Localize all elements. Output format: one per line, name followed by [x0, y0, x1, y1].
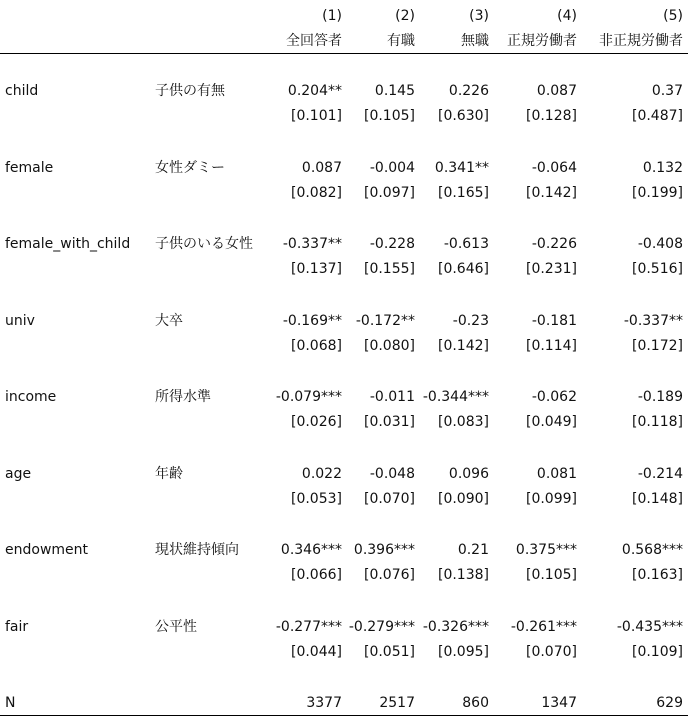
- std-error-cell: [0.099]: [525, 491, 577, 507]
- column-number: (2): [395, 8, 415, 24]
- variable-name: female_with_child: [5, 236, 131, 252]
- std-error-cell: [0.066]: [290, 567, 342, 583]
- std-error-cell: [0.068]: [290, 338, 342, 354]
- n-label: N: [5, 695, 16, 711]
- std-error-cell: [0.105]: [525, 567, 577, 583]
- std-error-cell: [0.083]: [437, 414, 489, 430]
- std-error-cell: [0.080]: [363, 338, 415, 354]
- std-error-cell: [0.101]: [290, 108, 342, 124]
- std-error-cell: [0.026]: [290, 414, 342, 430]
- std-error-cell: [0.142]: [437, 338, 489, 354]
- variable-label: 子供のいる女性: [155, 236, 253, 252]
- coefficient-cell: 0.132: [642, 160, 683, 176]
- coefficient-cell: -0.004: [369, 160, 415, 176]
- coefficient-cell: 0.022: [301, 466, 342, 482]
- n-value: 860: [462, 695, 489, 711]
- coefficient-cell: -0.169**: [282, 313, 342, 329]
- header-rule: [0, 53, 688, 54]
- variable-name: income: [5, 389, 57, 405]
- coefficient-cell: -0.214: [637, 466, 683, 482]
- coefficient-cell: 0.375***: [515, 542, 577, 558]
- coefficient-cell: 0.568***: [621, 542, 683, 558]
- std-error-cell: [0.163]: [631, 567, 683, 583]
- variable-name: fair: [5, 619, 29, 635]
- coefficient-cell: -0.011: [369, 389, 415, 405]
- coefficient-cell: 0.346***: [280, 542, 342, 558]
- variable-label: 現状維持傾向: [155, 542, 239, 558]
- std-error-cell: [0.051]: [363, 644, 415, 660]
- variable-label: 所得水準: [155, 389, 211, 405]
- coefficient-cell: -0.048: [369, 466, 415, 482]
- coefficient-cell: 0.21: [457, 542, 489, 558]
- column-group-label: 非正規労働者: [599, 33, 683, 49]
- std-error-cell: [0.090]: [437, 491, 489, 507]
- std-error-cell: [0.137]: [290, 261, 342, 277]
- column-number: (4): [557, 8, 577, 24]
- std-error-cell: [0.172]: [631, 338, 683, 354]
- coefficient-cell: 0.145: [374, 83, 415, 99]
- variable-name: univ: [5, 313, 35, 329]
- std-error-cell: [0.044]: [290, 644, 342, 660]
- variable-name: age: [5, 466, 32, 482]
- std-error-cell: [0.114]: [525, 338, 577, 354]
- std-error-cell: [0.646]: [437, 261, 489, 277]
- std-error-cell: [0.630]: [437, 108, 489, 124]
- coefficient-cell: -0.228: [369, 236, 415, 252]
- variable-label: 公平性: [155, 619, 197, 635]
- std-error-cell: [0.231]: [525, 261, 577, 277]
- coefficient-cell: -0.279***: [348, 619, 415, 635]
- std-error-cell: [0.031]: [363, 414, 415, 430]
- column-number: (5): [663, 8, 683, 24]
- coefficient-cell: -0.344***: [422, 389, 489, 405]
- coefficient-cell: 0.096: [448, 466, 489, 482]
- coefficient-cell: 0.087: [301, 160, 342, 176]
- std-error-cell: [0.053]: [290, 491, 342, 507]
- coefficient-cell: 0.081: [536, 466, 577, 482]
- coefficient-cell: 0.341**: [434, 160, 489, 176]
- std-error-cell: [0.082]: [290, 185, 342, 201]
- variable-label: 子供の有無: [155, 83, 225, 99]
- coefficient-cell: 0.396***: [353, 542, 415, 558]
- std-error-cell: [0.118]: [631, 414, 683, 430]
- variable-label: 年齢: [155, 466, 183, 482]
- std-error-cell: [0.105]: [363, 108, 415, 124]
- coefficient-cell: -0.062: [531, 389, 577, 405]
- coefficient-cell: -0.261***: [510, 619, 577, 635]
- variable-name: endowment: [5, 542, 89, 558]
- variable-label: 女性ダミー: [155, 160, 225, 176]
- std-error-cell: [0.142]: [525, 185, 577, 201]
- std-error-cell: [0.076]: [363, 567, 415, 583]
- n-value: 2517: [379, 695, 415, 711]
- std-error-cell: [0.070]: [363, 491, 415, 507]
- column-number: (1): [322, 8, 342, 24]
- coefficient-cell: -0.408: [637, 236, 683, 252]
- std-error-cell: [0.199]: [631, 185, 683, 201]
- coefficient-cell: -0.172**: [355, 313, 415, 329]
- coefficient-cell: 0.37: [651, 83, 683, 99]
- std-error-cell: [0.165]: [437, 185, 489, 201]
- variable-label: 大卒: [155, 313, 183, 329]
- column-group-label: 無職: [461, 33, 489, 49]
- column-group-label: 正規労働者: [507, 33, 577, 49]
- std-error-cell: [0.070]: [525, 644, 577, 660]
- std-error-cell: [0.049]: [525, 414, 577, 430]
- variable-name: child: [5, 83, 39, 99]
- std-error-cell: [0.095]: [437, 644, 489, 660]
- coefficient-cell: -0.337**: [623, 313, 683, 329]
- coefficient-cell: 0.226: [448, 83, 489, 99]
- coefficient-cell: -0.613: [443, 236, 489, 252]
- coefficient-cell: -0.189: [637, 389, 683, 405]
- std-error-cell: [0.097]: [363, 185, 415, 201]
- std-error-cell: [0.148]: [631, 491, 683, 507]
- std-error-cell: [0.487]: [631, 108, 683, 124]
- n-value: 1347: [541, 695, 577, 711]
- column-group-label: 全回答者: [286, 33, 342, 49]
- coefficient-cell: -0.337**: [282, 236, 342, 252]
- std-error-cell: [0.516]: [631, 261, 683, 277]
- variable-name: female: [5, 160, 54, 176]
- coefficient-cell: -0.277***: [275, 619, 342, 635]
- std-error-cell: [0.138]: [437, 567, 489, 583]
- column-number: (3): [469, 8, 489, 24]
- coefficient-cell: -0.226: [531, 236, 577, 252]
- coefficient-cell: -0.079***: [275, 389, 342, 405]
- std-error-cell: [0.128]: [525, 108, 577, 124]
- std-error-cell: [0.155]: [363, 261, 415, 277]
- coefficient-cell: 0.204**: [287, 83, 342, 99]
- coefficient-cell: -0.181: [531, 313, 577, 329]
- coefficient-cell: -0.064: [531, 160, 577, 176]
- coefficient-cell: -0.23: [452, 313, 489, 329]
- n-value: 3377: [306, 695, 342, 711]
- n-value: 629: [656, 695, 683, 711]
- column-group-label: 有職: [387, 33, 415, 49]
- coefficient-cell: -0.326***: [422, 619, 489, 635]
- coefficient-cell: -0.435***: [616, 619, 683, 635]
- std-error-cell: [0.109]: [631, 644, 683, 660]
- bottom-rule: [0, 715, 688, 716]
- coefficient-cell: 0.087: [536, 83, 577, 99]
